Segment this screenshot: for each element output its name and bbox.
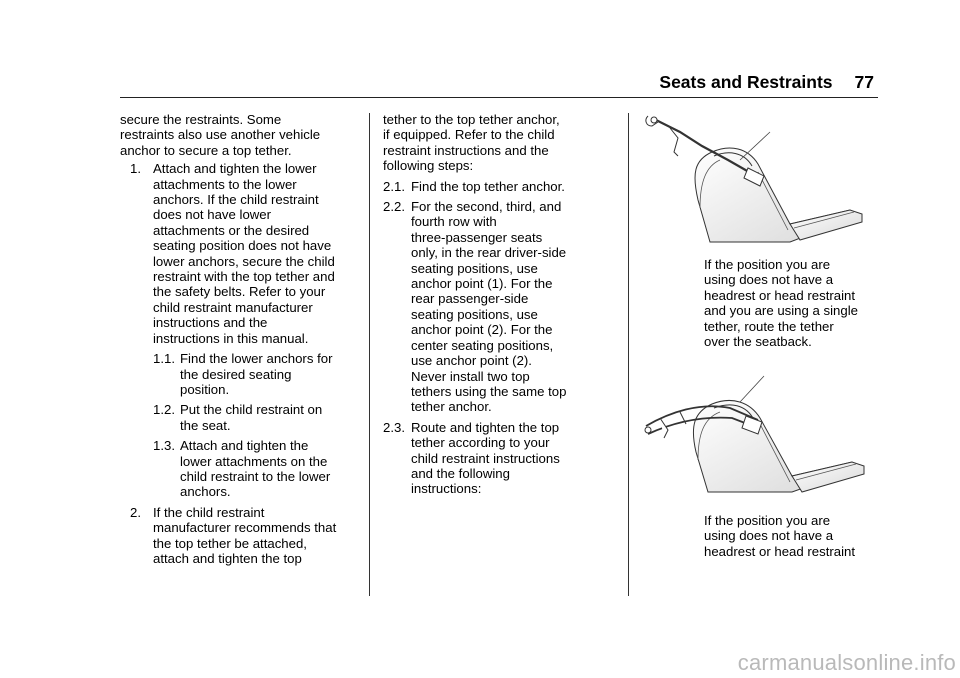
substep-2-2 <box>383 199 619 415</box>
substep-text: Put the child restraint on the seat. <box>180 402 323 433</box>
substep-1-2 <box>120 402 356 433</box>
substep-number: 1.1. <box>153 351 175 367</box>
header-rule <box>120 97 878 98</box>
column-divider-1 <box>369 113 370 596</box>
substep-text: Find the top tether anchor. <box>411 178 565 194</box>
section-title: Seats and Restraints <box>659 72 833 92</box>
substep-number: 2.2. <box>383 199 405 215</box>
caption-dual-tether: If the position you are using does not have a headrest or head restraint <box>704 513 856 559</box>
column-2 <box>383 112 619 497</box>
step-2 <box>120 505 356 567</box>
substep-1-3 <box>120 438 356 500</box>
page-header <box>659 72 874 93</box>
page-number: 77 <box>854 72 874 92</box>
step-1 <box>120 161 356 346</box>
substep-2-1 <box>383 179 619 194</box>
substep-number: 2.3. <box>383 419 405 435</box>
substep-number: 1.2. <box>153 402 175 418</box>
substep-number: 2.1. <box>383 178 405 194</box>
substep-2-3 <box>383 420 619 497</box>
continuation-paragraph: tether to the top tether anchor, if equipped. Refer to the child restraint instructions and the following steps: <box>383 112 560 174</box>
substep-text: Attach and tighten the lower attachments on the child restraint to the lower anchors. <box>180 438 331 500</box>
step-text: Attach and tighten the lower attachments to the lower anchors. If the child restraint does not have lower attachments or the desired seating position does not have lower anchors, secure the child restraint with the top tether and the safety belts. Refer to your child restraint manufacturer instructions and the instructions in this manual. <box>153 161 335 346</box>
substep-text: Find the lower anchors for the desired seating position. <box>180 351 333 397</box>
substep-text: Route and tighten the top tether according to your child restraint instructions and the following instructions: <box>411 419 560 497</box>
substep-text: For the second, third, and fourth row with three-passenger seats only, in the rear driver-side seating positions, use anchor point (1). For the rear passenger-side seating positions, use anchor point (2). For the center seating positions, use anchor point (2). Never install two top tethers using the same top tether anchor. <box>411 199 567 415</box>
step-number: 2. <box>130 504 141 520</box>
intro-paragraph: secure the restraints. Some restraints also use another vehicle anchor to secure a top tether. <box>120 112 321 158</box>
dual-tether-illustration <box>640 372 876 494</box>
substep-1-1 <box>120 351 356 397</box>
column-divider-2 <box>628 113 629 596</box>
watermark: carmanualsonline.info <box>737 650 956 675</box>
step-text: If the child restraint manufacturer recommends that the top tether be attached, attach and tighten the top <box>153 504 337 566</box>
column-1 <box>120 112 356 566</box>
substep-number: 1.3. <box>153 438 175 454</box>
step-number: 1. <box>130 161 141 177</box>
tether-over-seatback-illustration <box>640 112 876 244</box>
caption-single-tether: If the position you are using does not have a headrest or head restraint and you are using a single tether, route the tether over the seatback. <box>704 257 858 350</box>
